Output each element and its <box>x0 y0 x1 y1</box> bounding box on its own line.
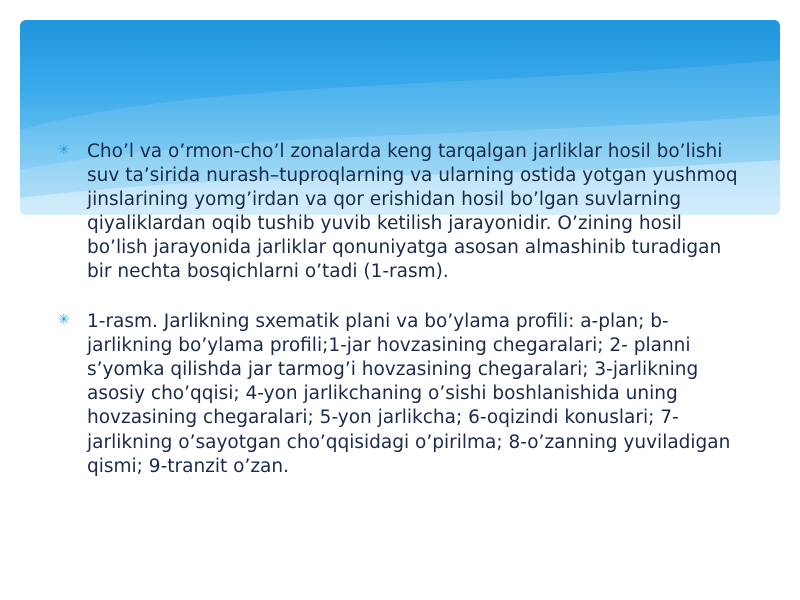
asterisk-icon: ✳ <box>58 142 70 158</box>
bullet-text: Cho’l va o’rmon-cho’l zonalarda keng tarqalgan jarliklar hosil bo’lishi suv ta’sirida nurash–tuproqlarning va ularning ostida yotgan yushmoq jinslarining yomg’irdan va qor erishidan hosil bo’lgan suvlarning qiyaliklardan oqib tushib yuvib ketilish jarayonidir. O’zining hosil bo’lish jarayonida jarliklar qonuniyatga asosan almashinib turadigan bir nechta bosqichlarni o’tadi (1-rasm). <box>87 141 738 283</box>
asterisk-icon: ✳ <box>58 312 70 329</box>
bullet-text: 1-rasm. Jarlikning sxematik plani va bo’ylama profili: a-plan; b- jarlikning bo’ylama profili;1-jar hovzasining chegaralari; 2- planni s’yomka qilishda jar tarmog’i hovzasining chegaralari; 3-jarlikning asosiy cho’qqisi; 4-yon jarlikchaning o’sishi boshlanishida uning hovzasining chegaralari; 5-yon jarlikcha; 6-oqizindi konuslari; 7-jarlikning o’sayotgan cho’qqisidagi o’pirilma; 8-o’zanning yuviladigan qismi; 9-tranzit o’zan. <box>87 311 731 477</box>
bullet-item <box>55 140 745 284</box>
bullet-item <box>55 310 745 478</box>
content-area <box>55 140 745 479</box>
